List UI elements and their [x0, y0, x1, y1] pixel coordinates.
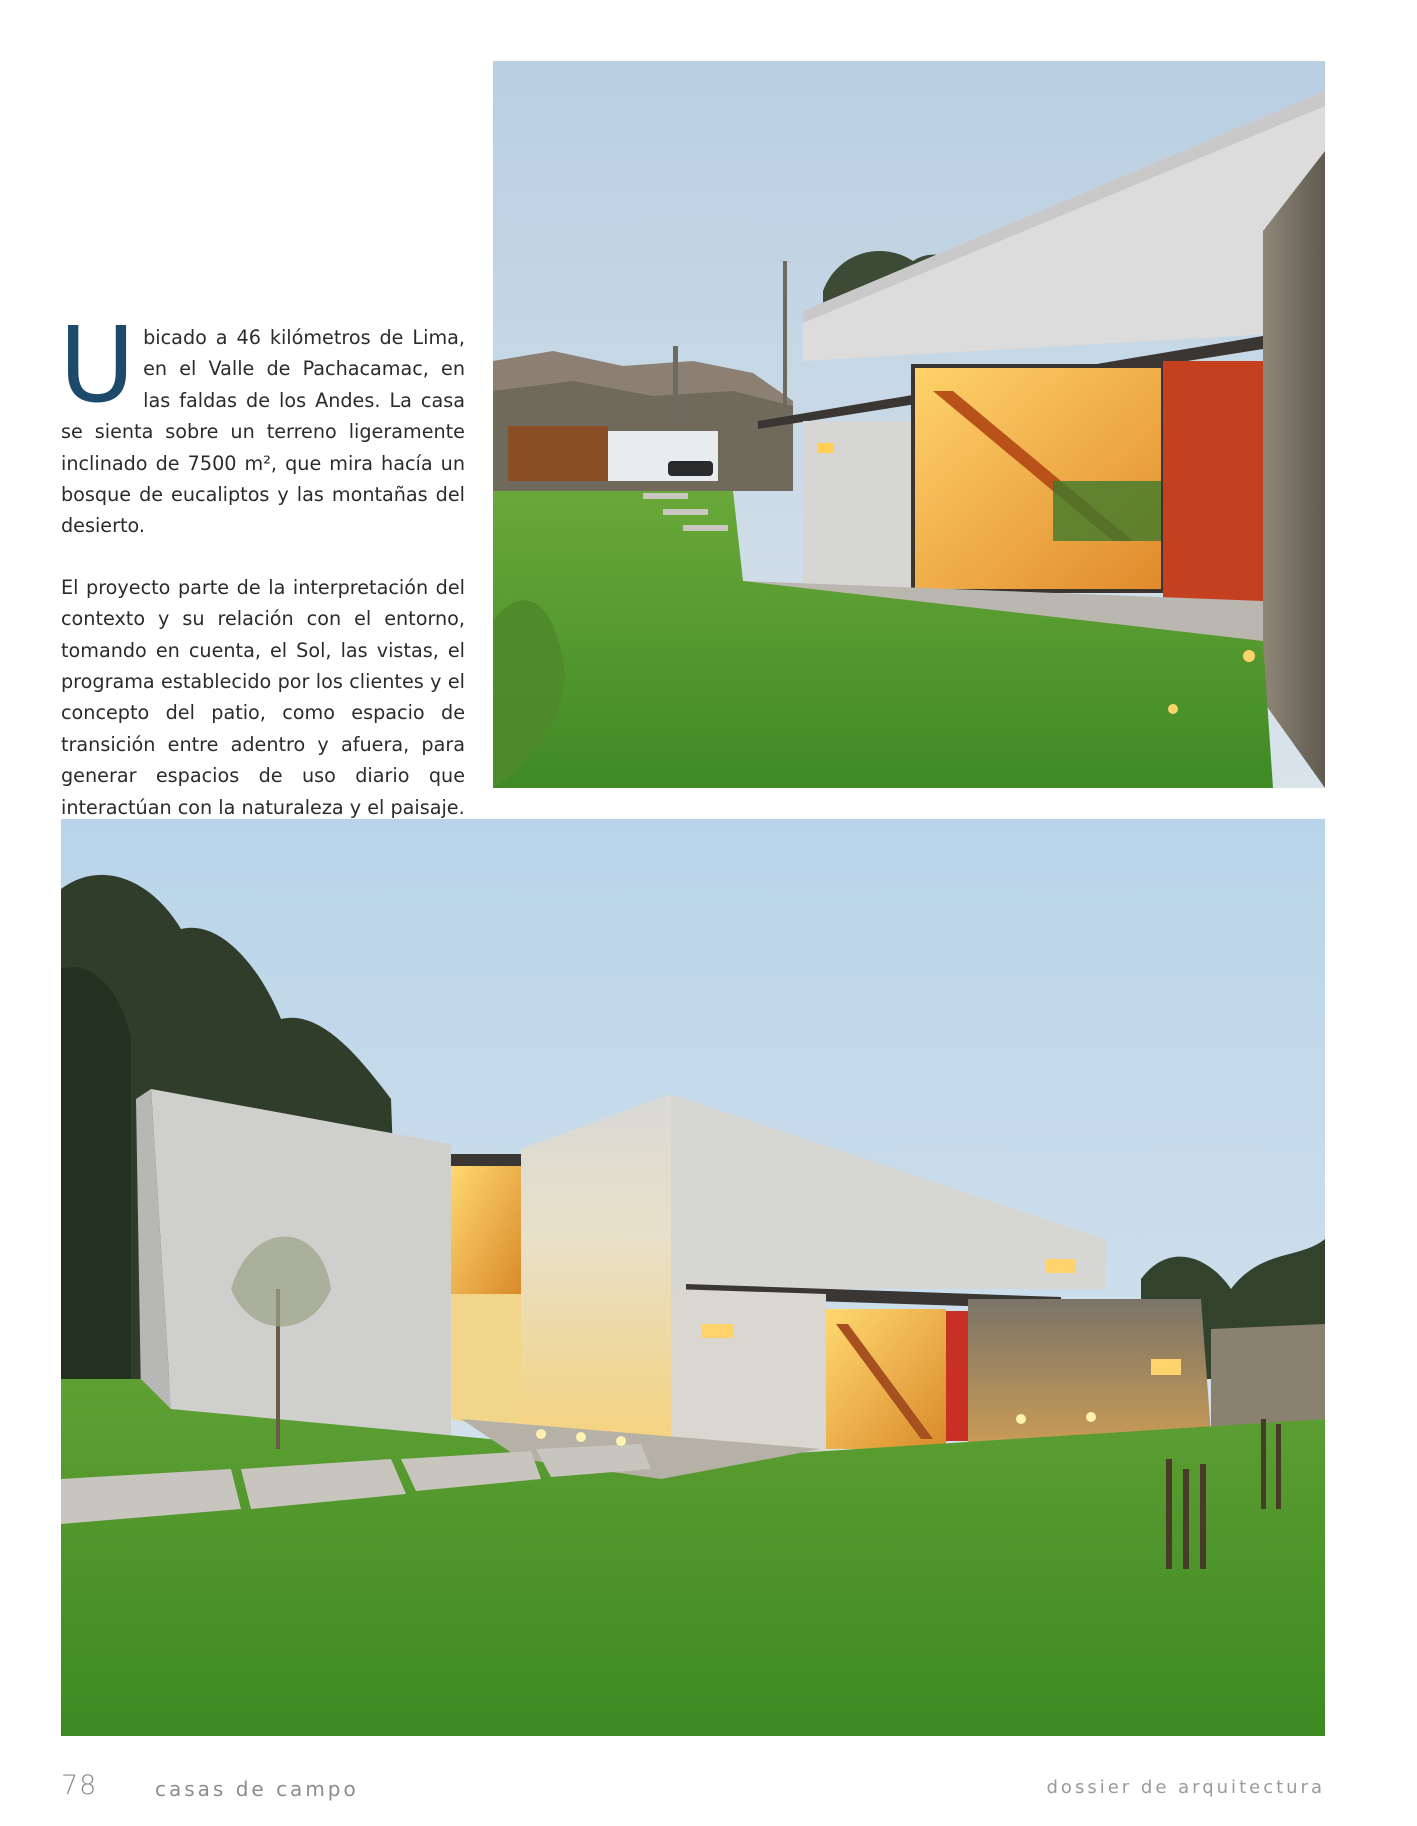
photo-house-facade — [493, 61, 1325, 788]
photo-house-exterior — [61, 819, 1325, 1736]
drop-cap: U — [59, 304, 136, 426]
article-text — [59, 304, 465, 823]
photo-house-exterior-image — [61, 819, 1325, 1736]
paragraph-intro-text: bicado a 46 kilómetros de Lima, en el Valle de Pachacamac, en las faldas de los Andes. La casa se sienta sobre un terreno ligeramente inclinado de 7500 m², que mira hacía un bosque de eucaliptos y las montañas del desierto. — [61, 326, 465, 538]
page-number: 78 — [61, 1770, 98, 1801]
publication-name: dossier de arquitectura — [1046, 1777, 1325, 1798]
section-title: casas de campo — [155, 1777, 359, 1801]
paragraph-intro — [59, 304, 465, 542]
photo-house-facade-image — [493, 61, 1325, 788]
paragraph-concept: El proyecto parte de la interpretación del contexto y su relación con el entorno, tomando en cuenta, el Sol, las vistas, el programa establecido por los clientes y el concepto del patio, como espacio de transición entre adentro y afuera, para generar espacios de uso diario que interactúan con la naturaleza y el paisaje. — [61, 575, 465, 819]
